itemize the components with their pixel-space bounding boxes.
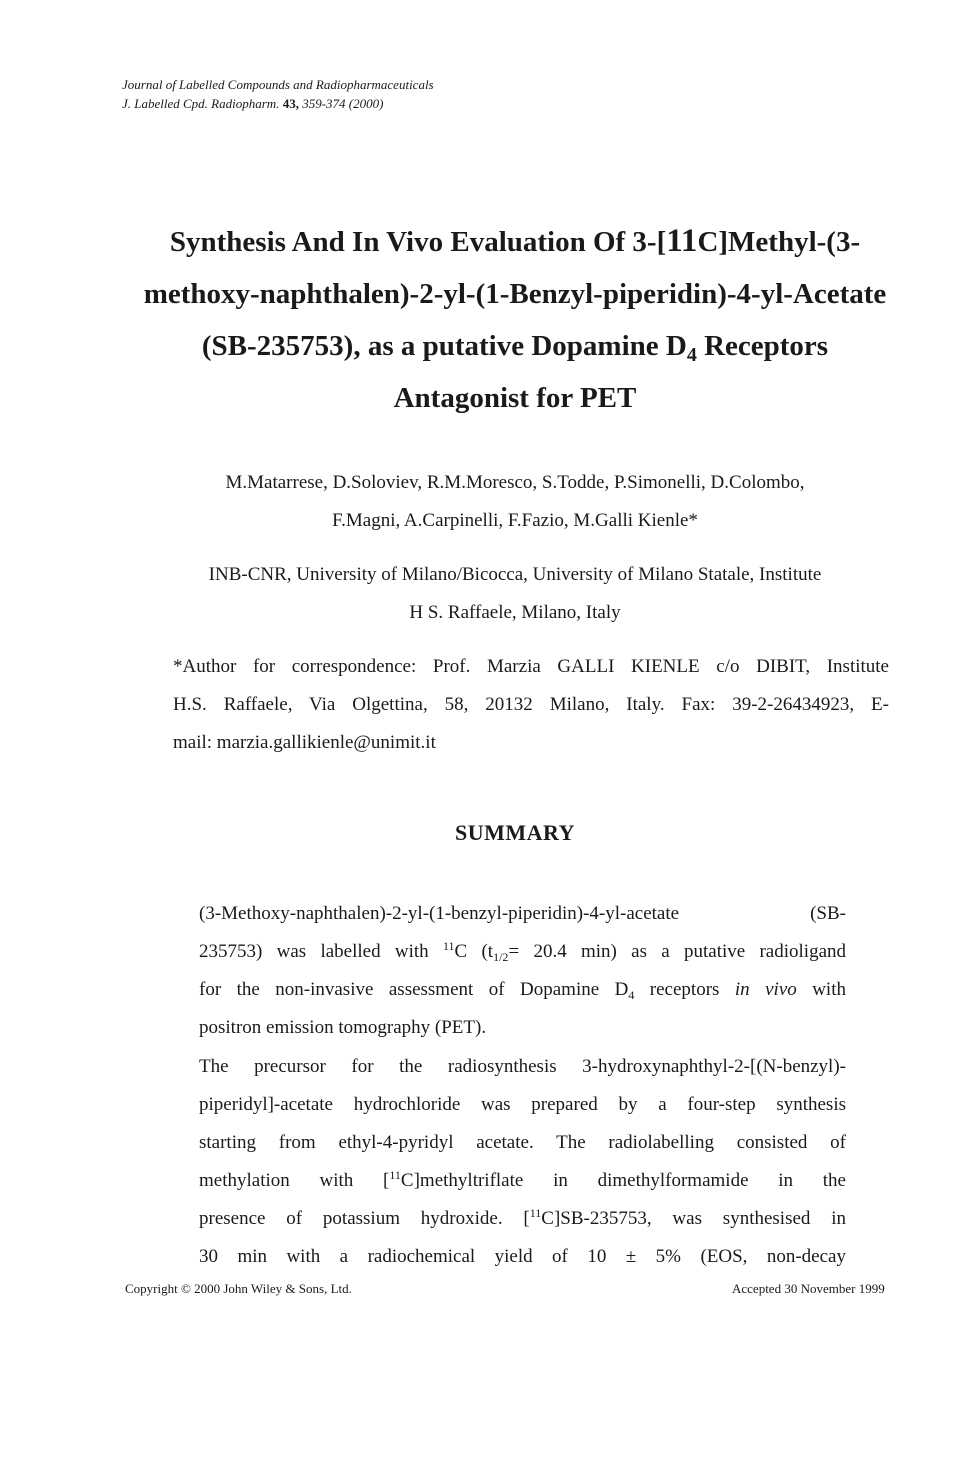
title-text: C]Methyl-(3-	[697, 226, 861, 258]
title-isotope: 11	[666, 223, 698, 259]
title-line-4: Antagonist for PET	[393, 382, 637, 414]
title-line-3	[100, 320, 930, 372]
paragraph-line	[199, 933, 846, 971]
text-run: with	[796, 979, 846, 1000]
citation-volume: 43,	[282, 96, 299, 111]
half-life-subscript: 1/2	[493, 950, 509, 964]
paragraph-line: 30 min with a radiochemical yield of 10 ± 5% (EOS, non-decay	[199, 1246, 846, 1267]
isotope-superscript: 11	[389, 1168, 401, 1182]
title-subscript: 4	[686, 344, 697, 366]
correspondence-line-3: mail: marzia.gallikienle@unimit.it	[173, 732, 436, 753]
summary-heading: SUMMARY	[454, 820, 576, 845]
text-run: = 20.4 min) as a putative radioligand	[508, 941, 847, 962]
authors-line-2: F.Magni, A.Carpinelli, F.Fazio, M.Galli Kienle*	[332, 510, 698, 531]
paragraph-line	[199, 895, 846, 933]
isotope-superscript: 11	[442, 939, 455, 953]
correspondence-note	[173, 648, 889, 762]
text-run: (3-Methoxy-naphthalen)-2-yl-(1-benzyl-piperidin)-4-yl-acetate	[199, 903, 680, 924]
correspondence-line-1: *Author for correspondence: Prof. Marzia GALLI KIENLE c/o DIBIT, Institute	[173, 656, 889, 677]
title-text: Synthesis And In Vivo Evaluation Of 3-[	[169, 226, 667, 258]
author-list	[120, 464, 910, 540]
affiliation-line-2: H S. Raffaele, Milano, Italy	[409, 602, 621, 623]
text-run: C]methyltriflate in dimethylformamide in the	[400, 1170, 846, 1191]
summary-paragraph-1	[199, 895, 846, 1047]
paper-title	[100, 215, 930, 424]
citation-pages: 359-374 (2000)	[302, 96, 384, 111]
accepted-date: Accepted 30 November 1999	[732, 1281, 885, 1296]
correspondence-line-2: H.S. Raffaele, Via Olgettina, 58, 20132 Milano, Italy. Fax: 39-2-26434923, E-	[173, 694, 889, 715]
affiliation	[120, 556, 910, 632]
paragraph-line	[199, 971, 846, 1009]
affiliation-line-1: INB-CNR, University of Milano/Bicocca, University of Milano Statale, Institute	[208, 564, 822, 585]
citation-prefix: J. Labelled Cpd. Radiopharm.	[122, 96, 280, 111]
text-run: 235753) was labelled with	[199, 941, 443, 962]
text-run: presence of potassium hydroxide. [	[199, 1208, 530, 1229]
journal-name: Journal of Labelled Compounds and Radiopharmaceuticals	[122, 77, 434, 92]
summary-paragraph-2	[199, 1048, 846, 1276]
paragraph-line: piperidyl]-acetate hydrochloride was prepared by a four-step synthesis	[199, 1094, 846, 1115]
journal-citation	[122, 94, 434, 113]
title-line-1	[100, 215, 930, 268]
text-run: receptors	[634, 979, 735, 1000]
copyright-notice: Copyright © 2000 John Wiley & Sons, Ltd.	[125, 1281, 352, 1296]
italic-term: in vivo	[734, 979, 797, 1000]
isotope-superscript: 11	[529, 1206, 542, 1220]
receptor-subscript: 4	[628, 988, 635, 1002]
text-run: (SB-	[810, 903, 846, 924]
paragraph-line: positron emission tomography (PET).	[199, 1017, 487, 1038]
paragraph-line	[199, 1162, 846, 1200]
paragraph-line	[199, 1200, 846, 1238]
paragraph-line: The precursor for the radiosynthesis 3-hydroxynaphthyl-2-[(N-benzyl)-	[199, 1056, 846, 1077]
title-text: Receptors	[696, 330, 829, 362]
paragraph-line: starting from ethyl-4-pyridyl acetate. The radiolabelling consisted of	[199, 1132, 846, 1153]
text-run: C]SB-235753, was synthesised in	[541, 1208, 846, 1229]
text-run: methylation with [	[199, 1170, 390, 1191]
authors-line-1: M.Matarrese, D.Soloviev, R.M.Moresco, S.Todde, P.Simonelli, D.Colombo,	[225, 472, 805, 493]
text-run: for the non-invasive assessment of Dopamine D	[199, 979, 629, 1000]
text-run: C (t	[454, 941, 494, 962]
title-text: (SB-235753), as a putative Dopamine D	[201, 330, 687, 362]
title-line-2: methoxy-naphthalen)-2-yl-(1-Benzyl-piperidin)-4-yl-Acetate	[143, 278, 887, 310]
journal-header	[122, 75, 434, 113]
